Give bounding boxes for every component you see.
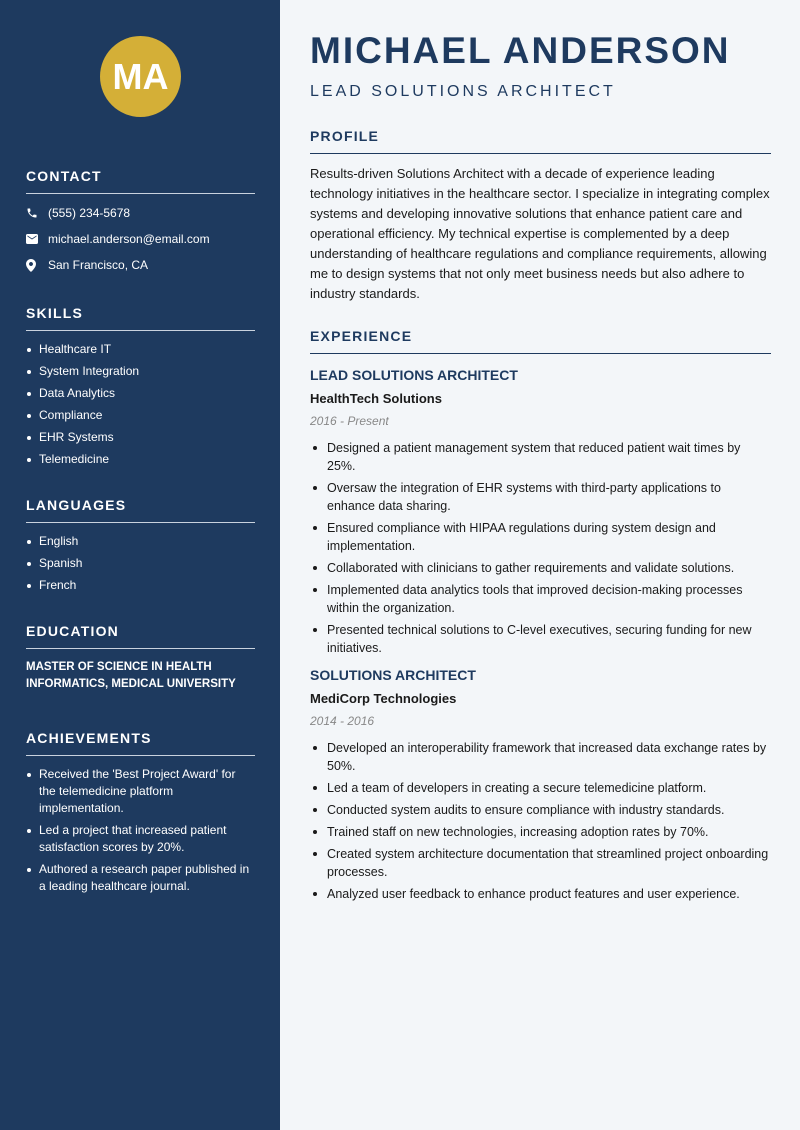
skills-section bbox=[26, 305, 255, 473]
achievements-section bbox=[26, 730, 255, 900]
location-pin-icon bbox=[26, 259, 48, 272]
education-section bbox=[26, 623, 255, 693]
list-item: Presented technical solutions to C-level executives, securing funding for new initiatives. bbox=[310, 621, 771, 657]
job-entry bbox=[310, 667, 771, 903]
list-item: French bbox=[26, 577, 255, 594]
education-degree: MASTER OF SCIENCE IN HEALTH INFORMATICS, MEDICAL UNIVERSITY bbox=[26, 661, 236, 690]
job-title: LEAD SOLUTIONS ARCHITECT bbox=[310, 83, 616, 100]
list-item: Trained staff on new technologies, increasing adoption rates by 70%. bbox=[310, 823, 771, 841]
contact-location bbox=[26, 252, 255, 278]
job-company: MediCorp Technologies bbox=[310, 691, 457, 706]
phone-icon bbox=[26, 207, 48, 219]
list-item: System Integration bbox=[26, 363, 255, 380]
achievements-heading: ACHIEVEMENTS bbox=[26, 730, 255, 756]
education-heading: EDUCATION bbox=[26, 623, 255, 649]
skills-list bbox=[26, 341, 255, 468]
job-period: 2016 - Present bbox=[310, 414, 389, 428]
list-item: Oversaw the integration of EHR systems with third-party applications to enhance data sharing. bbox=[310, 479, 771, 515]
job-bullets bbox=[310, 739, 771, 903]
list-item: English bbox=[26, 533, 255, 550]
list-item: Led a team of developers in creating a secure telemedicine platform. bbox=[310, 779, 771, 797]
list-item: Implemented data analytics tools that improved decision-making processes within the organization. bbox=[310, 581, 771, 617]
list-item: Developed an interoperability framework that increased data exchange rates by 50%. bbox=[310, 739, 771, 775]
job-role: LEAD SOLUTIONS ARCHITECT bbox=[310, 367, 518, 383]
list-item: Ensured compliance with HIPAA regulations during system design and implementation. bbox=[310, 519, 771, 555]
list-item: Spanish bbox=[26, 555, 255, 572]
list-item: Healthcare IT bbox=[26, 341, 255, 358]
achievements-list bbox=[26, 766, 255, 895]
list-item: Collaborated with clinicians to gather requirements and validate solutions. bbox=[310, 559, 771, 577]
languages-list bbox=[26, 533, 255, 594]
mail-icon bbox=[26, 234, 48, 244]
list-item: Analyzed user feedback to enhance product features and user experience. bbox=[310, 885, 771, 903]
job-entry bbox=[310, 367, 771, 657]
skills-heading: SKILLS bbox=[26, 305, 255, 331]
contact-phone bbox=[26, 200, 255, 226]
profile-heading: PROFILE bbox=[310, 128, 771, 154]
list-item: Designed a patient management system that reduced patient wait times by 25%. bbox=[310, 439, 771, 475]
contact-heading: CONTACT bbox=[26, 168, 255, 194]
list-item: Received the 'Best Project Award' for the telemedicine platform implementation. bbox=[26, 766, 255, 817]
list-item: EHR Systems bbox=[26, 429, 255, 446]
job-role: SOLUTIONS ARCHITECT bbox=[310, 667, 476, 683]
list-item: Created system architecture documentation that streamlined project onboarding processes. bbox=[310, 845, 771, 881]
experience-heading: EXPERIENCE bbox=[310, 328, 771, 354]
experience-section bbox=[310, 328, 771, 907]
list-item: Conducted system audits to ensure compliance with industry standards. bbox=[310, 801, 771, 819]
location-text: San Francisco, CA bbox=[48, 258, 149, 272]
profile-section bbox=[310, 128, 771, 304]
list-item: Compliance bbox=[26, 407, 255, 424]
sidebar bbox=[0, 0, 280, 1130]
email-text: michael.anderson@email.com bbox=[48, 232, 210, 246]
list-item: Led a project that increased patient satisfaction scores by 20%. bbox=[26, 822, 255, 856]
profile-text: Results-driven Solutions Architect with a decade of experience leading technology initiatives in the healthcare sector. I specialize in integrating complex systems and developing innovative solutions that enhance patient care and operational efficiency. My technical expertise is complemented by a deep understanding of healthcare regulations and compliance requirements, allowing me to design systems that not only meet business needs but also adhere to industry standards. bbox=[310, 166, 770, 301]
job-period: 2014 - 2016 bbox=[310, 714, 375, 728]
languages-heading: LANGUAGES bbox=[26, 497, 255, 523]
languages-section bbox=[26, 497, 255, 599]
phone-text: (555) 234-5678 bbox=[48, 206, 131, 220]
list-item: Telemedicine bbox=[26, 451, 255, 468]
contact-email bbox=[26, 226, 255, 252]
job-company: HealthTech Solutions bbox=[310, 391, 442, 406]
job-bullets bbox=[310, 439, 771, 657]
list-item: Data Analytics bbox=[26, 385, 255, 402]
avatar: MA bbox=[100, 36, 181, 117]
person-name: MICHAEL ANDERSON bbox=[310, 30, 731, 71]
list-item: Authored a research paper published in a leading healthcare journal. bbox=[26, 861, 255, 895]
contact-section bbox=[26, 168, 255, 278]
